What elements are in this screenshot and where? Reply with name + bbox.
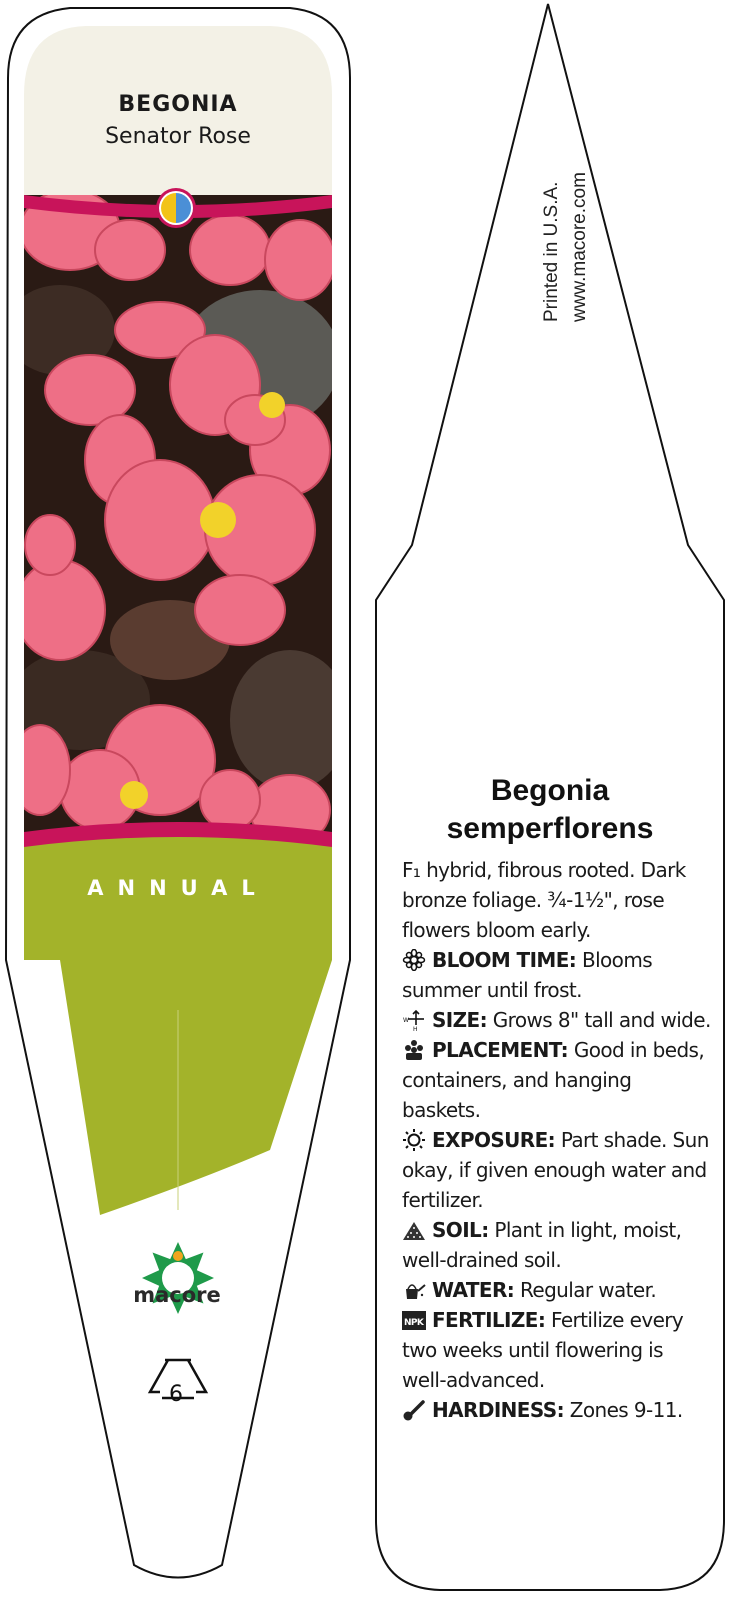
npk-icon <box>402 1309 426 1331</box>
botanical-genus: Begonia <box>490 774 610 807</box>
care-text: Grows 8" tall and wide. <box>492 1008 711 1032</box>
size-icon <box>402 1009 426 1031</box>
care-label: BLOOM TIME: <box>432 948 577 972</box>
brand-name: macore <box>133 1283 221 1307</box>
care-label: EXPOSURE: <box>432 1128 556 1152</box>
care-text: Part shade. Sun okay, if given enough water and fertilizer. <box>402 1128 709 1212</box>
care-text: Fertilize every two weeks until flowering is well-advanced. <box>402 1308 684 1392</box>
printer-info <box>538 122 598 322</box>
care-exposure <box>402 1125 712 1215</box>
soil-icon <box>402 1219 426 1241</box>
recycle-number: 6 <box>169 1382 183 1407</box>
care-text: Plant in light, moist, well-drained soil. <box>402 1218 682 1272</box>
care-text: Blooms summer until frost. <box>402 948 653 1002</box>
care-soil <box>402 1215 712 1275</box>
placement-icon <box>402 1039 426 1061</box>
care-label: FERTILIZE: <box>432 1308 546 1332</box>
sun-icon <box>402 1129 426 1151</box>
begonia-photo <box>5 190 350 845</box>
flower-icon <box>402 949 426 971</box>
care-label: PLACEMENT: <box>432 1038 569 1062</box>
care-bloom-time <box>402 945 712 1005</box>
common-name: BEGONIA <box>118 92 238 117</box>
care-fertilize <box>402 1305 712 1395</box>
care-label: WATER: <box>432 1278 515 1302</box>
plant-type-label: ANNUAL <box>87 876 269 900</box>
website-text: www.macore.com <box>569 172 590 322</box>
cultivar-name: Senator Rose <box>105 124 251 149</box>
care-water <box>402 1275 712 1305</box>
watering-can-icon <box>402 1279 426 1301</box>
care-label: HARDINESS: <box>432 1398 564 1422</box>
plant-description: F₁ hybrid, fibrous rooted. Dark bronze foliage. ¾-1½", rose flowers bloom early. <box>402 858 686 942</box>
care-instructions <box>402 855 712 1425</box>
svg-text:NPK: NPK <box>404 1318 424 1328</box>
care-placement <box>402 1035 712 1125</box>
care-hardiness <box>402 1395 712 1425</box>
care-text: Regular water. <box>519 1278 657 1302</box>
botanical-name <box>400 772 700 848</box>
thermometer-icon <box>402 1399 426 1421</box>
care-label: SOIL: <box>432 1218 489 1242</box>
care-label: SIZE: <box>432 1008 488 1032</box>
care-text: Zones 9-11. <box>569 1398 683 1422</box>
svg-text:W: W <box>403 1017 409 1024</box>
care-size <box>402 1005 712 1035</box>
printed-in-text: Printed in U.S.A. <box>541 181 562 322</box>
svg-text:H: H <box>413 1026 417 1031</box>
care-text: Good in beds, containers, and hanging baskets. <box>402 1038 705 1122</box>
season-indicator-icon <box>156 188 196 228</box>
botanical-species: semperflorens <box>446 812 654 845</box>
